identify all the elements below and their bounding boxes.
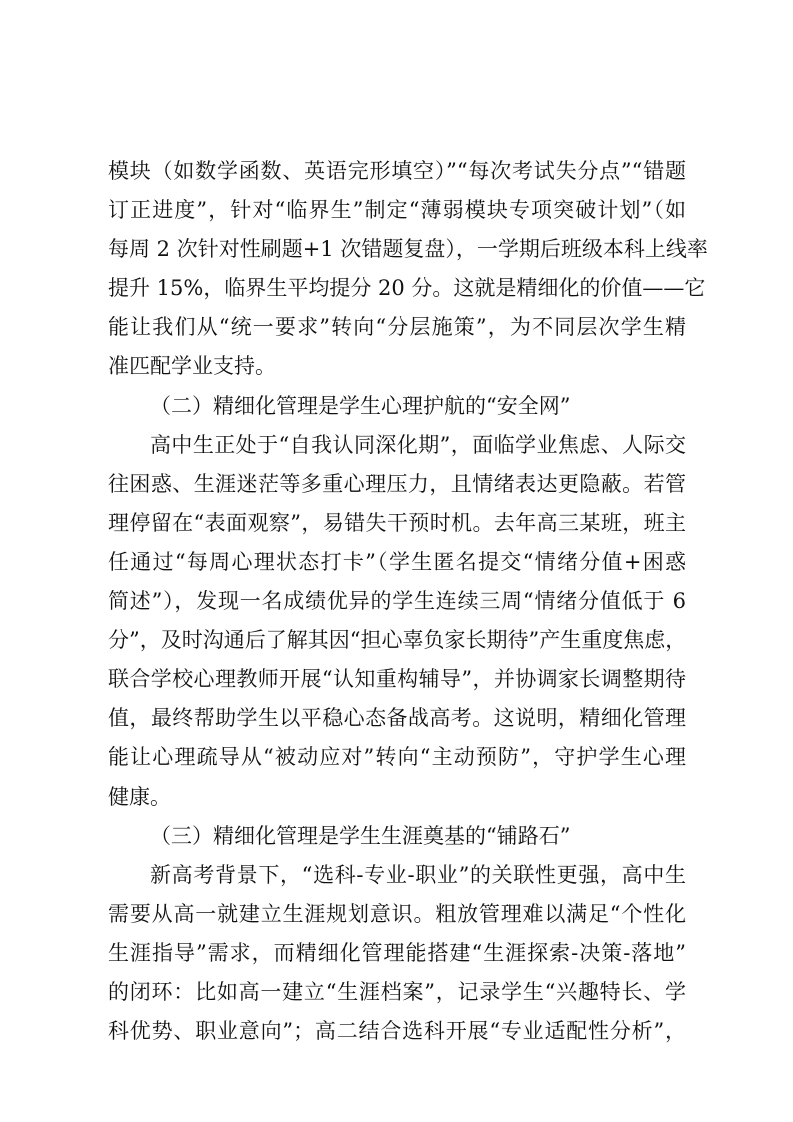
section-heading: [108, 817, 686, 856]
text-line: 值，最终帮助学生以平稳心态备战高考。这说明，精细化管理: [108, 706, 686, 731]
text-line: 能让我们从“统一要求”转向“分层施策”，为不同层次学生精: [108, 315, 686, 340]
text-line: 科优势、职业意向”；高二结合选科开展“专业适配性分析”，: [108, 1019, 686, 1044]
paragraph: [108, 152, 708, 387]
text-line: 任通过“每周心理状态打卡”（学生匿名提交“情绪分值+困惑: [108, 549, 686, 574]
text-line: 模块（如数学函数、英语完形填空）”“每次考试失分点”“错题: [108, 159, 686, 183]
text-line: 生涯指导”需求，而精细化管理能搭建“生涯探索-决策-落地”: [108, 940, 686, 965]
text-line: （二）精细化管理是学生心理护航的“安全网”: [150, 393, 571, 418]
text-line: 高中生正处于“自我认同深化期”，面临学业焦虑、人际交: [150, 432, 686, 457]
text-line: 新高考背景下，“选科-专业-职业”的关联性更强，高中生: [150, 862, 686, 887]
paragraph: [108, 856, 686, 1051]
paragraph: [108, 426, 686, 817]
text-line: 往困惑、生涯迷茫等多重心理压力，且情绪表达更隐蔽。若管: [108, 471, 686, 496]
text-line: 能让心理疏导从“被动应对”转向“主动预防”，守护学生心理: [108, 745, 686, 770]
text-line: 需要从高一就建立生涯规划意识。粗放管理难以满足“个性化: [108, 901, 686, 926]
text-line: 每周 2 次针对性刷题+1 次错题复盘），一学期后班级本科上线率: [108, 237, 708, 262]
text-line: 准匹配学业支持。: [108, 354, 276, 379]
text-line: 的闭环：比如高一建立“生涯档案”，记录学生“兴趣特长、学: [108, 979, 686, 1004]
text-line: 健康。: [108, 784, 171, 809]
text-line: （三）精细化管理是学生生涯奠基的“铺路石”: [150, 823, 571, 848]
text-line: 分”，及时沟通后了解其因“担心辜负家长期待”产生重度焦虑，: [108, 628, 687, 653]
document-body: [108, 152, 708, 1051]
text-line: 简述”），发现一名成绩优异的学生连续三周“情绪分值低于 6: [108, 589, 686, 614]
text-line: 订正进度”，针对“临界生”制定“薄弱模块专项突破计划”（如: [108, 198, 686, 223]
text-line: 理停留在“表面观察”，易错失干预时机。去年高三某班，班主: [108, 510, 686, 535]
text-line: 联合学校心理教师开展“认知重构辅导”，并协调家长调整期待: [108, 667, 686, 692]
text-line: 提升 15%，临界生平均提分 20 分。这就是精细化的价值——它: [108, 276, 706, 301]
section-heading: [108, 387, 686, 426]
